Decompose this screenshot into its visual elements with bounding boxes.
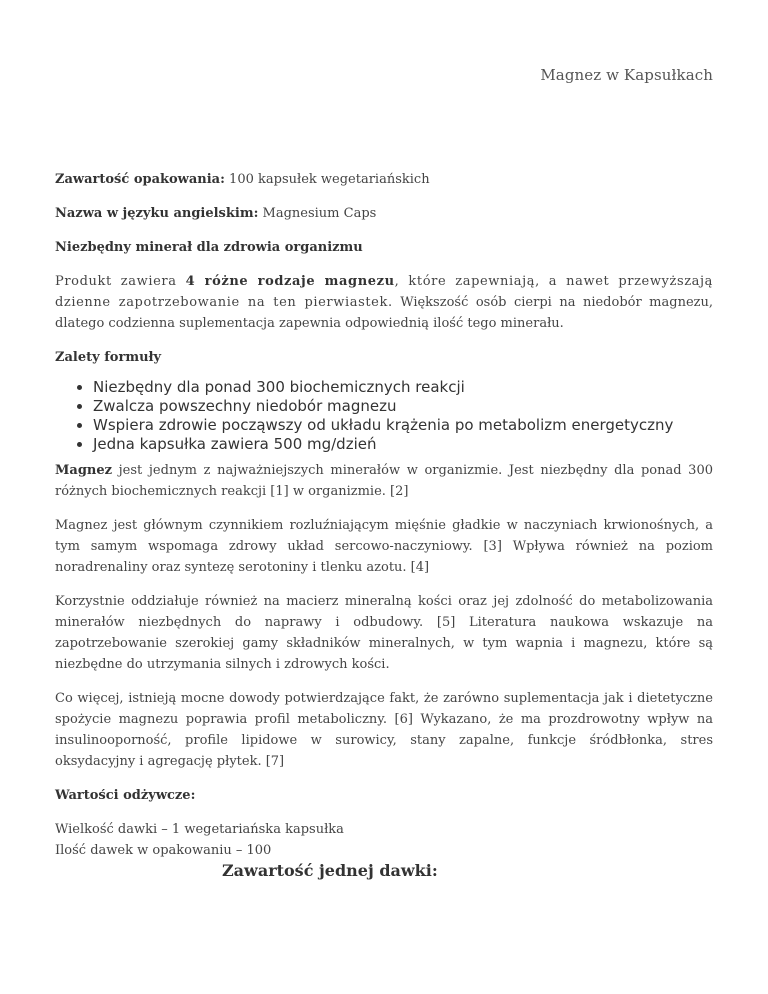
document-body [55, 169, 713, 861]
paragraph-muscles: Magnez jest głównym czynnikiem rozluźniającym mięśnie gładkie w naczyniach krwionośnych, a tym samym wspomaga zdrowy układ sercowo-naczyniowy. [3] Wpływa również na poziom noradrenaliny oraz syntezę serotoniny i tlenku azotu. [4] [55, 518, 713, 575]
paragraph-magnez-bold: Magnez [55, 463, 113, 478]
intro-bold: 4 różne rodzaje magnezu [185, 274, 395, 289]
package-line [55, 169, 713, 190]
package-label: Zawartość opakowania: [55, 172, 225, 187]
intro-lead: Produkt zawiera 4 różne rodzaje magnezu, które zapewniają, a nawet przewyższają dzienne zapotrzebowanie na ten pierwiastek. [55, 274, 714, 310]
document-title: Magnez w Kapsułkach [540, 66, 713, 84]
section-heading-mineral: Niezbędny minerał dla zdrowia organizmu [55, 240, 363, 255]
english-name-value: Magnesium Caps [262, 206, 377, 221]
servings-count: Ilość dawek w opakowaniu – 100 [55, 843, 272, 858]
list-item: • Jedna kapsułka zawiera 500 mg/dzień [93, 435, 713, 454]
benefits-heading: Zalety formuły [55, 350, 162, 365]
list-item: • Niezbędny dla ponad 300 biochemicznych reakcji [93, 378, 713, 397]
paragraph-bones: Korzystnie oddziałuje również na macierz mineralną kości oraz jej zdolność do metabolizowania minerałów niezbędnych do naprawy i odbudowy. [5] Literatura naukowa wskazuje na zapotrzebowanie szerokiej gamy składników mineralnych, w tym wapnia i magnezu, które są niezbędne do utrzymania silnych i zdrowych kości. [55, 594, 713, 672]
benefits-list [55, 378, 713, 454]
intro-paragraph [55, 271, 713, 334]
serving-size: Wielkość dawki – 1 wegetariańska kapsułka [55, 822, 344, 837]
nutrition-heading: Wartości odżywcze: [55, 788, 196, 803]
intro-rest: Większość osób cierpi na niedobór magnezu, dlatego codzienna suplementacja zapewnia odpowiednią ilość tego minerału. [55, 295, 714, 331]
list-item: • Wspiera zdrowie począwszy od układu krążenia po metabolizm energetyczny [93, 416, 713, 435]
dose-heading: Zawartość jednej dawki: [222, 861, 438, 880]
paragraph-metabolism: Co więcej, istnieją mocne dowody potwierdzające fakt, że zarówno suplementacja jak i dietetyczne spożycie magnezu poprawia profil metaboliczny. [6] Wykazano, że ma prozdrowotny wpływ na insulinooporność, profile lipidowe w surowicy, stany zapalne, funkcje śródbłonka, stres oksydacyjny i agregację płytek. [7] [55, 691, 713, 769]
english-name-line [55, 203, 713, 224]
english-name-label: Nazwa w języku angielskim: [55, 206, 259, 221]
package-value: 100 kapsułek wegetariańskich [229, 172, 430, 187]
serving-info [55, 819, 713, 861]
paragraph-magnez: Magnez jest jednym z najważniejszych minerałów w organizmie. Jest niezbędny dla ponad 300 różnych biochemicznych reakcji [1] w organizmie. [2] [55, 463, 713, 499]
list-item: • Zwalcza powszechny niedobór magnezu [93, 397, 713, 416]
